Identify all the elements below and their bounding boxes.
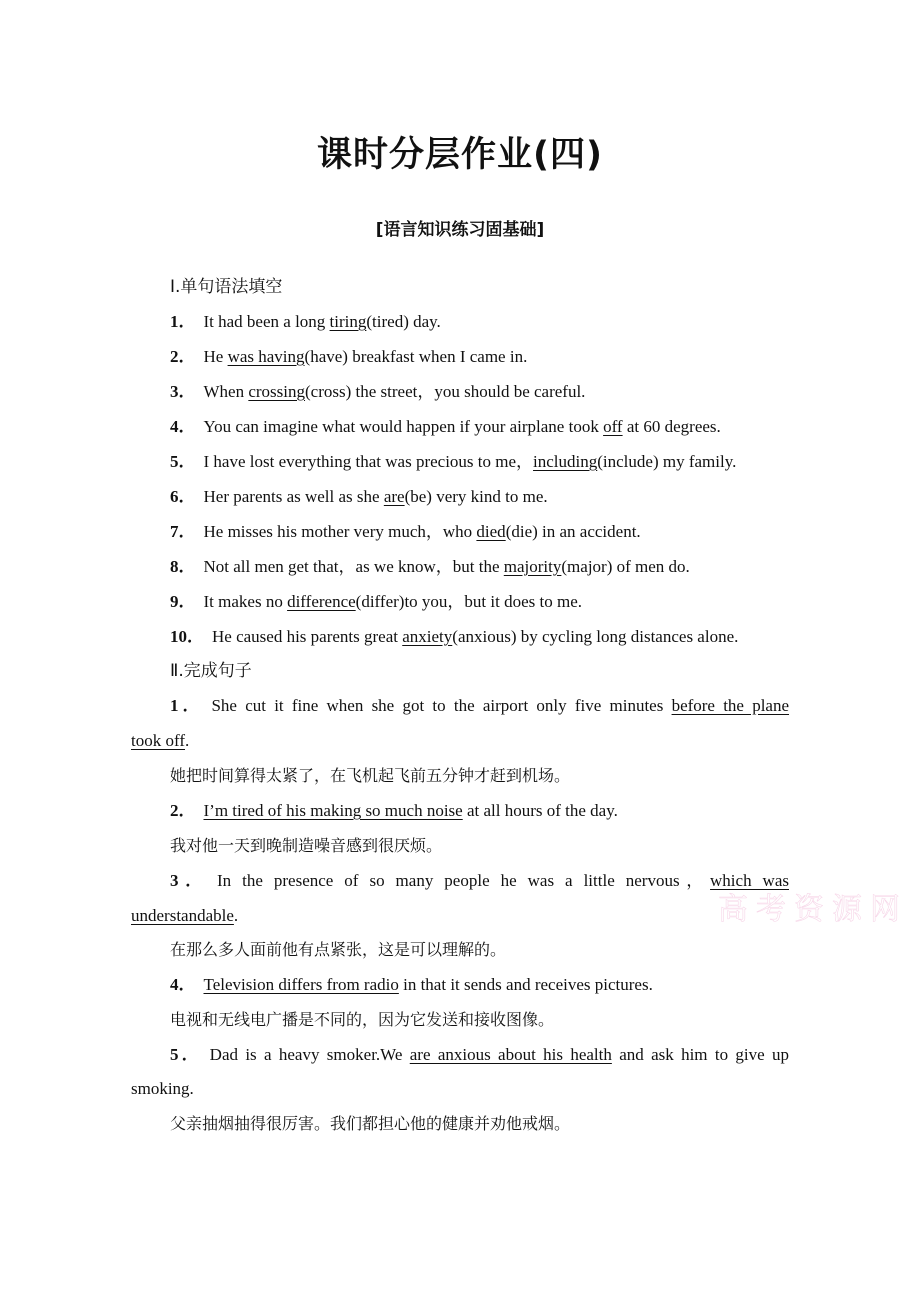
answer: difference	[287, 592, 356, 611]
translation: 我对他一天到晚制造噪音感到很厌烦。	[170, 836, 443, 855]
exercise-item	[170, 311, 441, 333]
item-text: (differ)to you，but it does to me.	[355, 592, 582, 611]
exercise-item	[170, 556, 690, 578]
sentence-item	[131, 695, 789, 717]
item-text: (include) my family.	[597, 452, 737, 471]
section-subtitle: [语言知识练习固基础]	[375, 220, 545, 240]
item-text: It had been a long	[203, 312, 330, 331]
answer: I’m tired of his making so much noise	[203, 801, 463, 820]
item-number: 2．	[170, 801, 196, 820]
translation: 电视和无线电广播是不同的，因为它发送和接收图像。	[170, 1010, 555, 1029]
item-text: You can imagine what would happen if your airplane took	[203, 417, 604, 436]
exercise-item	[170, 381, 585, 403]
sentence-continuation	[131, 905, 238, 927]
item-number: 9．	[170, 592, 196, 611]
item-number: 2．	[170, 347, 196, 366]
answer: crossing	[248, 382, 306, 401]
exercise-item	[170, 591, 582, 613]
item-number: 4．	[170, 417, 196, 436]
item-text: in that it sends and receives pictures.	[398, 975, 653, 994]
item-text: .	[185, 731, 190, 750]
answer: which was	[710, 871, 789, 890]
item-text: (die) in an accident.	[505, 522, 641, 541]
item-text: Dad is a heavy smoker.We	[209, 1045, 410, 1064]
item-text: and ask him to give up	[611, 1045, 790, 1064]
answer: off	[603, 417, 623, 436]
item-text: Not all men get that，as we know，but the	[203, 557, 504, 576]
item-number: 10．	[170, 627, 204, 646]
item-number: 7．	[170, 522, 196, 541]
answer: majority	[503, 557, 562, 576]
item-text: It makes no	[203, 592, 288, 611]
exercise-item	[170, 626, 738, 648]
exercise-item	[170, 346, 527, 368]
exercise-item	[170, 521, 641, 543]
sentence-item	[131, 870, 789, 892]
item-number: 6．	[170, 487, 196, 506]
sentence-item	[170, 800, 618, 822]
section2-title: .完成句子	[178, 661, 252, 681]
item-number: 5．	[170, 452, 196, 471]
item-text: (anxious) by cycling long distances alone.	[452, 627, 739, 646]
item-text: He misses his mother very much，who	[203, 522, 477, 541]
answer: took off	[131, 731, 185, 750]
section2-numeral: Ⅱ	[170, 661, 179, 680]
item-text: (be) very kind to me.	[404, 487, 548, 506]
item-text: .	[233, 906, 239, 925]
answer: died	[476, 522, 506, 541]
sentence-item	[131, 1044, 789, 1066]
item-number: 1．	[170, 696, 204, 715]
item-number: 8．	[170, 557, 196, 576]
item-text: In the presence of so many people he was a little nervous，	[216, 871, 711, 890]
exercise-item	[170, 416, 721, 438]
item-text: (have) breakfast when I came in.	[304, 347, 528, 366]
translation: 父亲抽烟抽得很厉害。我们都担心他的健康并劝他戒烟。	[170, 1114, 571, 1133]
item-text: (tired) day.	[366, 312, 441, 331]
item-number: 3．	[170, 871, 209, 890]
item-number: 1．	[170, 312, 196, 331]
sentence-item	[170, 974, 653, 996]
item-text: I have lost everything that was precious to me，	[203, 452, 534, 471]
answer: before the plane	[671, 696, 790, 715]
section1-heading	[170, 276, 282, 298]
item-text: at 60 degrees.	[622, 417, 721, 436]
item-number: 4．	[170, 975, 196, 994]
section1-numeral: Ⅰ	[170, 277, 176, 296]
sentence-continuation: smoking.	[131, 1079, 194, 1098]
answer: was having	[227, 347, 305, 366]
exercise-item	[170, 451, 736, 473]
exercise-item	[170, 486, 548, 508]
item-text: He caused his parents great	[212, 627, 403, 646]
item-text: (cross) the street，you should be careful.	[305, 382, 586, 401]
answer: including	[533, 452, 598, 471]
item-text: at all hours of the day.	[462, 801, 618, 820]
item-text: She cut it fine when she got to the airport only five minutes	[211, 696, 672, 715]
sentence-continuation	[131, 730, 189, 752]
page-title: 课时分层作业(四)	[317, 135, 603, 175]
item-text: He	[203, 347, 228, 366]
answer: are anxious about his health	[409, 1045, 612, 1064]
answer: anxiety	[402, 627, 453, 646]
watermark: 高考资源网	[718, 892, 908, 927]
item-number: 3．	[170, 382, 196, 401]
answer: Television differs from radio	[203, 975, 399, 994]
section2-heading	[170, 660, 252, 682]
section1-title: .单句语法填空	[175, 277, 283, 297]
item-number: 5．	[170, 1045, 202, 1064]
item-text: When	[203, 382, 249, 401]
answer: tiring	[329, 312, 367, 331]
item-text: Her parents as well as she	[203, 487, 384, 506]
answer: are	[383, 487, 405, 506]
answer: understandable	[131, 906, 234, 925]
item-text: (major) of men do.	[561, 557, 690, 576]
translation: 她把时间算得太紧了，在飞机起飞前五分钟才赶到机场。	[170, 766, 571, 785]
translation: 在那么多人面前他有点紧张，这是可以理解的。	[170, 940, 507, 959]
